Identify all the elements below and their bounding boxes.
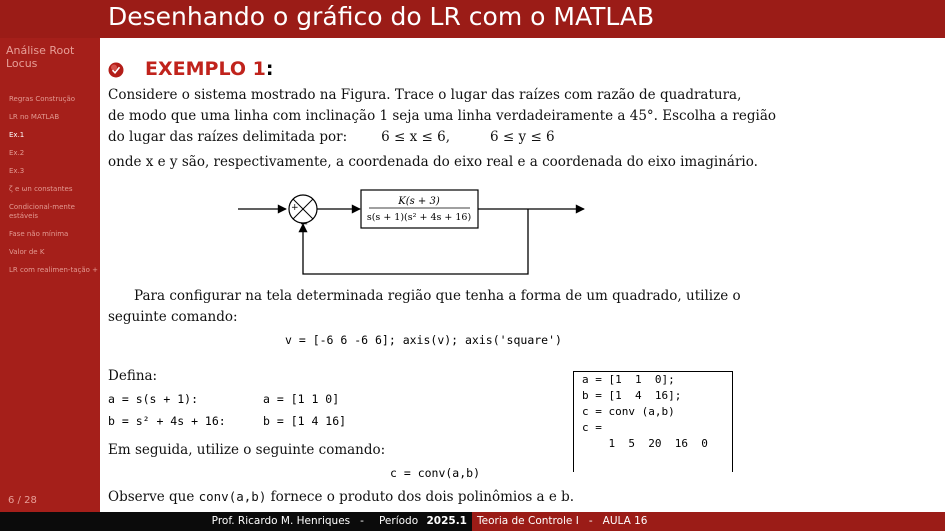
sidebar-item-condicional[interactable]: Condicional-mente estáveis [9, 203, 75, 220]
minus-sign: − [300, 219, 309, 230]
code-line: c = conv (a,b) [582, 405, 675, 418]
sidebar [0, 38, 100, 512]
footer-author: Prof. Ricardo M. Henriques [211, 515, 351, 527]
sidebar-item-ex1[interactable]: Ex.1 [9, 131, 25, 139]
matlab-output-box [573, 371, 733, 472]
code-line: 1 5 20 16 0 [582, 437, 708, 450]
def-b-vector: b = [1 4 16] [263, 414, 347, 428]
title-bar [0, 0, 945, 38]
block-numerator: K(s + 3) [398, 196, 440, 207]
footer-author-section: Prof. Ricardo M. Henriques - Período 2025.1 [0, 512, 472, 531]
sidebar-item-lr-matlab[interactable]: LR no MATLAB [9, 113, 60, 121]
problem-line-3: do lugar das raízes delimitada por: 6 ≤ x ≤ 6, 6 ≤ y ≤ 6 [108, 129, 555, 145]
page-counter: 6 / 28 [8, 495, 37, 506]
problem-paragraph [108, 85, 776, 148]
code-line: b = [1 4 16]; [582, 389, 682, 402]
coordinate-note: onde x e y são, respectivamente, a coordenada do eixo real e a coordenada do eixo imaginário. [108, 154, 758, 170]
footer-course: Teoria de Controle I [477, 515, 579, 527]
em-seguida-text: Em seguida, utilize o seguinte comando: [108, 442, 386, 458]
footer [0, 512, 945, 531]
range-y: 6 ≤ y ≤ 6 [490, 129, 555, 145]
footer-course-section: Teoria de Controle I - AULA 16 [472, 512, 945, 531]
plus-sign: + [291, 203, 299, 213]
sidebar-item-zeta-wn[interactable]: ζ e ωn constantes [9, 185, 73, 193]
slide-content [108, 38, 938, 512]
config-line-2: seguinte comando: [108, 309, 238, 325]
sidebar-item-ex3[interactable]: Ex.3 [9, 167, 25, 175]
code-line: c = [582, 421, 602, 434]
def-a-expr: a = s(s + 1): [108, 392, 199, 406]
def-a-vector: a = [1 1 0] [263, 392, 340, 406]
code-line: a = [1 1 0]; [582, 373, 675, 386]
sidebar-item-fase[interactable]: Fase não mínima [9, 230, 69, 238]
footer-period: Período 2025.1 [378, 515, 467, 527]
sidebar-item-lr-realim[interactable]: LR com realimen-tação + [9, 266, 99, 274]
range-x: 6 ≤ x ≤ 6, [381, 129, 451, 145]
example-title: EXEMPLO 1: [145, 58, 274, 80]
sidebar-section-title[interactable]: Análise Root Locus [6, 44, 75, 70]
config-line-1: Para configurar na tela determinada região que tenha a forma de um quadrado, utilize o [134, 288, 741, 304]
block-denominator: s(s + 1)(s² + 4s + 16) [366, 212, 472, 223]
sidebar-list [9, 95, 99, 284]
sidebar-item-valor-k[interactable]: Valor de K [9, 248, 45, 256]
observe-text: Observe que conv(a,b) fornece o produto dos dois polinômios a e b. [108, 489, 575, 505]
sidebar-item-ex2[interactable]: Ex.2 [9, 149, 25, 157]
problem-line-2: de modo que uma linha com inclinação 1 seja uma linha verdadeiramente a 45°. Escolha a região [108, 108, 777, 124]
def-b-expr: b = s² + 4s + 16: [108, 414, 226, 428]
axis-command: v = [-6 6 -6 6]; axis(v); axis('square') [285, 333, 562, 347]
footer-lecture: AULA 16 [602, 515, 648, 527]
block-diagram [236, 183, 586, 278]
defina-label: Defina: [108, 368, 158, 384]
check-bullet-icon [108, 62, 124, 78]
conv-command: c = conv(a,b) [390, 466, 481, 480]
problem-line-1: Considere o sistema mostrado na Figura. Trace o lugar das raízes com razão de quadratura, [108, 87, 742, 103]
slide-title: Desenhando o gráfico do LR com o MATLAB [108, 2, 655, 31]
sidebar-item-regras[interactable]: Regras Construção [9, 95, 76, 103]
